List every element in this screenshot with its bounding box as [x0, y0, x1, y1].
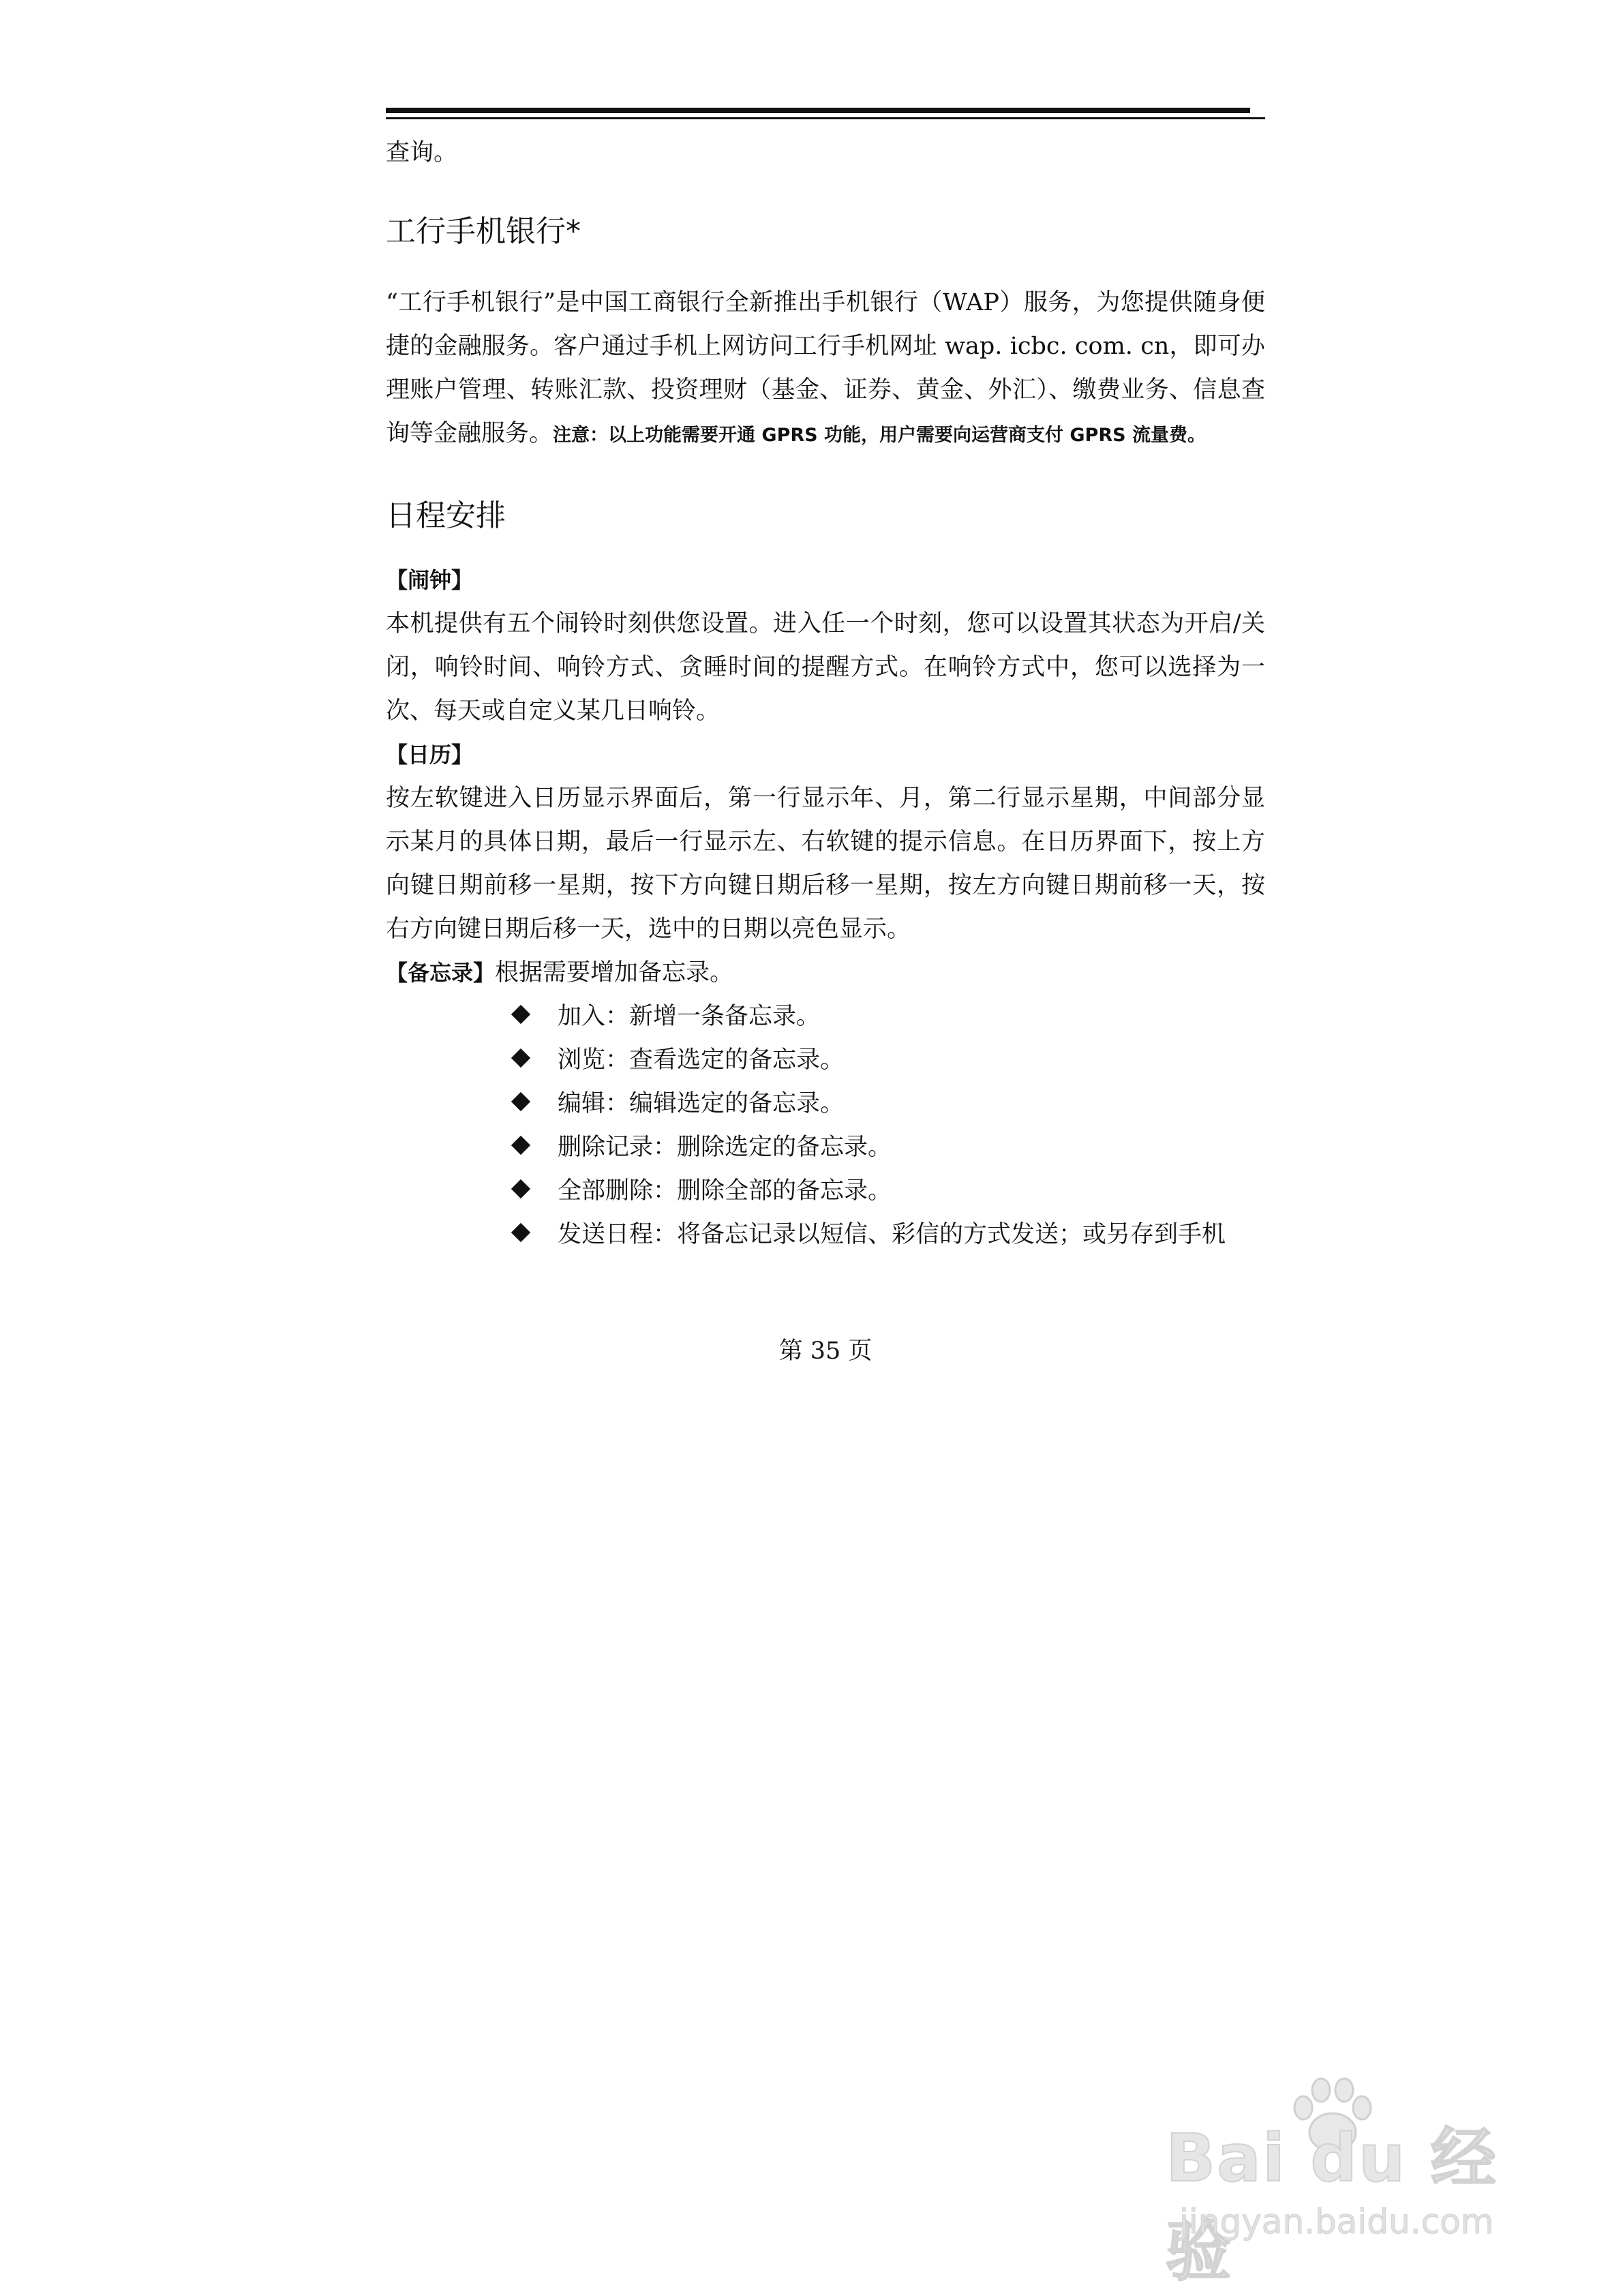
page-number: 第 35 页 — [778, 1338, 873, 1365]
watermark-brand: Bai du 经验 — [1166, 2120, 1498, 2290]
calendar-label: 【日历】 — [386, 742, 474, 768]
calendar-body: 按左软键进入日历显示界面后，第一行显示年、月，第二行显示星期，中间部分显示某月的具体日期，最后一行显示左、右软键的提示信息。在日历界面下，按上方向键日期前移一星期，按下方向键日期后移一星期，按左方向键日期前移一天，按右方向键日期后移一天，选中的日期以亮色显示。 — [386, 785, 1265, 943]
icbc-paragraph — [386, 281, 1265, 457]
memo-intro: 根据需要增加备忘录。 — [495, 959, 734, 986]
icbc-body: “工行手机银行”是中国工商银行全新推出手机银行（WAP）服务，为您提供随身便捷的金融服务。客户通过手机上网访问工行手机网址 wap. icbc. com. cn，即可办理账户管理、转账汇款、投资理财（基金、证券、黄金、外汇）、缴费业务、信息查询等金融服务。 — [386, 289, 1265, 447]
icbc-note: 注意：以上功能需要开通 GPRS 功能，用户需要向运营商支付 GPRS 流量费。 — [553, 425, 1206, 446]
calendar-label-line — [386, 733, 1265, 776]
list-item — [514, 1213, 1265, 1256]
alarm-body: 本机提供有五个闹铃时刻供您设置。进入任一个时刻，您可以设置其状态为开启/关闭，响铃时间、响铃方式、贪睡时间的提醒方式。在响铃方式中，您可以选择为一次、每天或自定义某几日响铃。 — [386, 610, 1265, 725]
diamond-bullet-icon — [511, 1092, 530, 1111]
diamond-bullet-icon — [511, 1048, 530, 1068]
list-item-text: 发送日程：将备忘记录以短信、彩信的方式发送；或另存到手机 — [558, 1221, 1226, 1248]
list-item-text: 浏览：查看选定的备忘录。 — [558, 1046, 845, 1074]
list-item-text: 全部删除：删除全部的备忘录。 — [558, 1177, 892, 1205]
list-item-text: 删除记录：删除选定的备忘录。 — [558, 1134, 892, 1161]
memo-label: 【备忘录】 — [386, 960, 496, 986]
list-item — [514, 995, 1265, 1038]
page-content — [386, 131, 1265, 1256]
alarm-label-line — [386, 558, 1265, 602]
schedule-heading: 日程安排 — [386, 498, 506, 533]
alarm-label: 【闹钟】 — [386, 567, 474, 593]
baidu-jingyan-watermark — [1152, 2100, 1561, 2290]
list-item — [514, 1082, 1265, 1126]
header-rule-thin — [386, 117, 1265, 119]
list-item — [514, 1169, 1265, 1213]
memo-list — [386, 995, 1265, 1256]
watermark-url: jingyan.baidu.com — [1179, 2202, 1494, 2241]
header-rule-thick — [386, 108, 1250, 113]
diamond-bullet-icon — [511, 1136, 530, 1155]
continued-text: 查询。 — [386, 139, 458, 166]
memo-line — [386, 951, 1265, 995]
list-item-text: 加入：新增一条备忘录。 — [558, 1003, 821, 1030]
list-item-text: 编辑：编辑选定的备忘录。 — [558, 1090, 845, 1117]
diamond-bullet-icon — [511, 1179, 530, 1198]
diamond-bullet-icon — [511, 1223, 530, 1242]
list-item — [514, 1038, 1265, 1082]
list-item — [514, 1126, 1265, 1169]
diamond-bullet-icon — [511, 1005, 530, 1024]
icbc-heading: 工行手机银行* — [386, 214, 581, 249]
